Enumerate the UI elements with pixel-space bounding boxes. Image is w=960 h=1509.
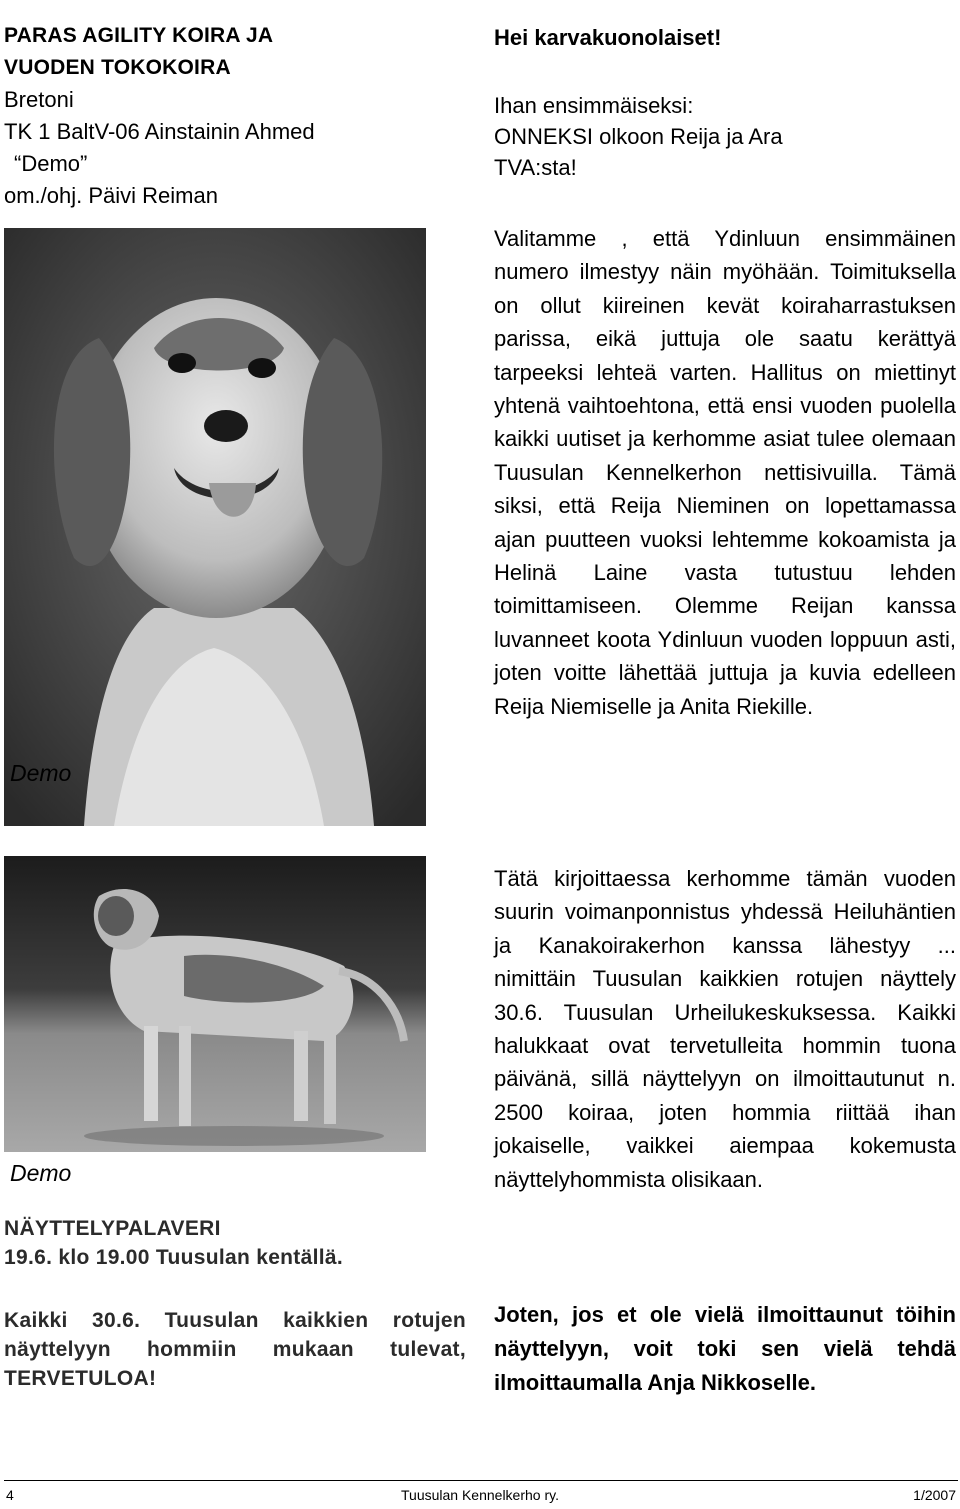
notice-details: 19.6. klo 19.00 Tuusulan kentällä.	[4, 1246, 343, 1269]
body-paragraph: Valitamme , että Ydinluun ensimmäinen numero ilmestyy näin myöhään. Toimituksella on ollut kiireinen kevät koiraharrastuksen parissa, eikä juttuja ole saatu kerättyä tarpeeksi lehteä varten. Hallitus on miettinyt yhtenä vaihtoehtona, että ensi vuoden puolella kaikki uutiset ja kerhomme asiat tulee olemaan Tuusulan Kennelkerhon nettisivuilla. Tämä siksi, että Reija Nieminen on lopettamassa ajan puutteen vuoksi lehtemme kokoamista ja Helinä Laine vasta tutustuu lehden toimittamiseen. Olemme Reijan kanssa luvanneet koota Ydinluun vuoden loppuun asti, joten voitte lähettää juttuja ja kuvia edelleen Reija Niemiselle ja Anita Riekille.	[494, 226, 956, 719]
notice-title: NÄYTTELYPALAVERI	[4, 1217, 221, 1240]
page-number: 4	[6, 1487, 14, 1503]
caption-title-line: PARAS AGILITY KOIRA JA	[4, 24, 274, 47]
dog-portrait-photo	[4, 228, 426, 826]
caption-dog-name: TK 1 BaltV-06 Ainstainin Ahmed	[4, 119, 315, 144]
closing-paragraph: Joten, jos et ole vielä ilmoittaunut töihin näyttelyyn, voit toki sen vielä tehdä ilmoittaumalla Anja Nikkoselle.	[494, 1302, 956, 1395]
meeting-notice	[4, 1214, 466, 1272]
photo-label: Demo	[10, 1160, 72, 1186]
dog-standing-photo	[4, 856, 426, 1152]
body-paragraph: Tätä kirjoittaessa kerhomme tämän vuoden suurin voimanponnistus yhdessä Heiluhäntien ja Kanakoirakerhon kanssa lähestyy ... nimittäin Tuusulan kaikkien rotujen näyttely 30.6. Tuusulan Urheilukeskuksessa. Kaikki halukkaat ovat tervetulleita hommin tuona päivänä, sillä näyttelyyn on ilmoittautunut n. 2500 koiraa, joten hommia riittää ihan jokaiselle, vaikkei aiempaa kokemusta näyttelyhommista olisikaan.	[494, 866, 956, 1192]
intro-line: TVA:sta!	[494, 155, 577, 180]
volunteer-invite: Kaikki 30.6. Tuusulan kaikkien rotujen näyttelyyn hommiin mukaan tulevat, TERVETULOA!	[4, 1309, 466, 1390]
caption-breed: Bretoni	[4, 87, 74, 112]
intro-text	[494, 90, 958, 183]
greeting-heading: Hei karvakuonolaiset!	[494, 25, 722, 50]
page-footer	[4, 1487, 956, 1505]
publisher-name: Tuusulan Kennelkerho ry.	[401, 1487, 559, 1503]
footer-divider	[4, 1480, 958, 1481]
photo-caption	[4, 20, 466, 212]
photo-label: Demo	[10, 760, 72, 786]
issue-number: 1/2007	[913, 1487, 956, 1503]
caption-nickname: “Demo”	[14, 151, 88, 176]
caption-title-line: VUODEN TOKOKOIRA	[4, 56, 231, 79]
caption-owner: om./ohj. Päivi Reiman	[4, 183, 218, 208]
intro-line: Ihan ensimmäiseksi:	[494, 93, 694, 118]
intro-line: ONNEKSI olkoon Reija ja Ara	[494, 124, 783, 149]
